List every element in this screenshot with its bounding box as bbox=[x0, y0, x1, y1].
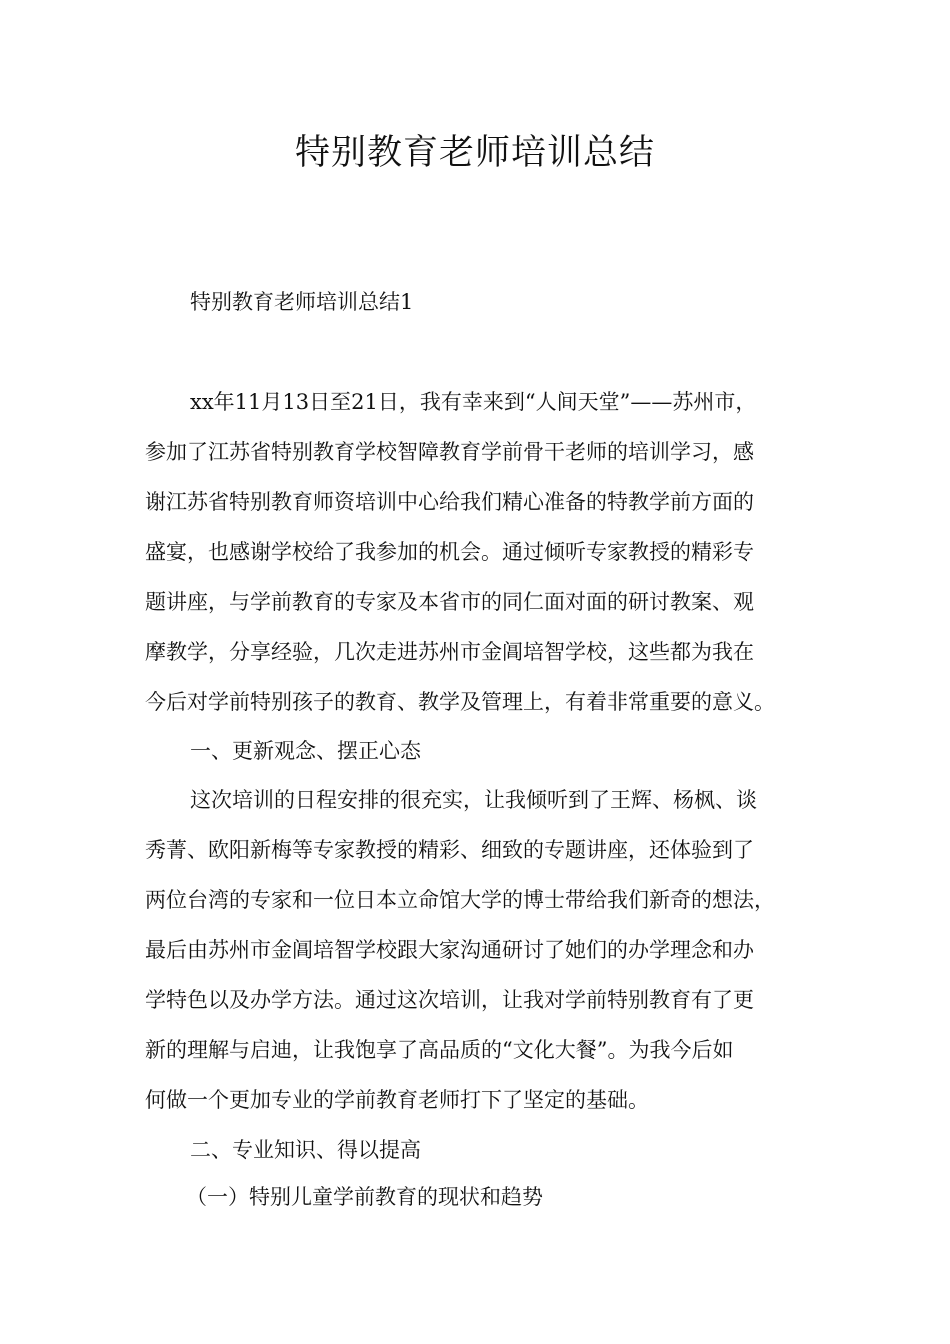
paragraph-line: 何做一个更加专业的学前教育老师打下了坚定的基础。 bbox=[145, 1088, 649, 1112]
paragraph-line: 谢江苏省特别教育师资培训中心给我们精心准备的特教学前方面的 bbox=[145, 490, 754, 514]
paragraph-line: 学特色以及办学方法。通过这次培训，让我对学前特别教育有了更 bbox=[145, 988, 754, 1012]
paragraph-line: 题讲座，与学前教育的专家及本省市的同仁面对面的研讨教案、观 bbox=[145, 590, 754, 614]
section-heading: 一、更新观念、摆正心态 bbox=[190, 739, 421, 763]
paragraph-line: 最后由苏州市金阊培智学校跟大家沟通研讨了她们的办学理念和办 bbox=[145, 938, 754, 962]
section-title: 特别教育老师培训总结1 bbox=[190, 290, 414, 314]
paragraph-line: 秀菁、欧阳新梅等专家教授的精彩、细致的专题讲座，还体验到了 bbox=[145, 838, 754, 862]
document-title: 特别教育老师培训总结 bbox=[294, 133, 655, 173]
paragraph-line: xx年11月13日至21日，我有幸来到“人间天堂”——苏州市， bbox=[190, 390, 757, 414]
paragraph-line: 参加了江苏省特别教育学校智障教育学前骨干老师的培训学习，感 bbox=[145, 440, 754, 464]
paragraph-line: 这次培训的日程安排的很充实，让我倾听到了王辉、杨枫、谈 bbox=[190, 788, 757, 812]
paragraph-line: 新的理解与启迪，让我饱享了高品质的“文化大餐”。为我今后如 bbox=[145, 1038, 734, 1062]
paragraph-line: 盛宴，也感谢学校给了我参加的机会。通过倾听专家教授的精彩专 bbox=[145, 540, 754, 564]
paragraph-line: 今后对学前特别孩子的教育、教学及管理上，有着非常重要的意义。 bbox=[145, 690, 775, 714]
paragraph-line: 两位台湾的专家和一位日本立命馆大学的博士带给我们新奇的想法， bbox=[145, 888, 775, 912]
paragraph-line: 摩教学，分享经验，几次走进苏州市金阊培智学校，这些都为我在 bbox=[145, 640, 754, 664]
section-heading: 二、专业知识、得以提高 bbox=[190, 1138, 421, 1162]
subsection-heading: （一）特别儿童学前教育的现状和趋势 bbox=[186, 1185, 543, 1209]
